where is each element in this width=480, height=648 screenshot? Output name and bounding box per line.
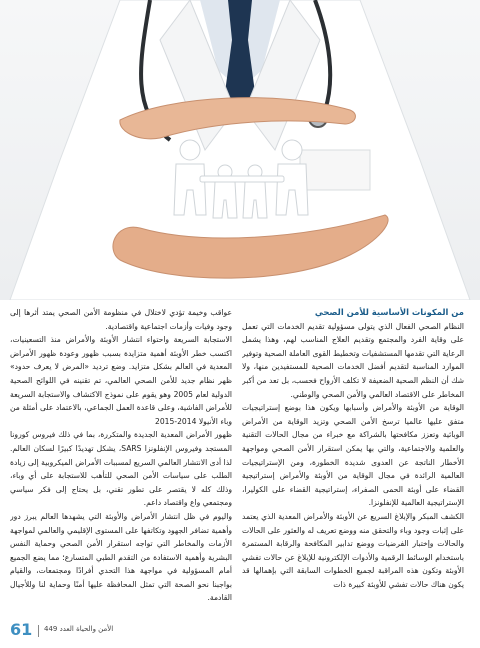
paragraph: الوقاية من الأوبئة والأمراض وأسبابها ويكون هذا بوضع إستراتيجيات متفق عليها عالميا ترسخ الأمن الصحي وتزيد الوقاية من الأمراض الوبائية وتعزز مكافحتها بالشراكة مع خبراء من مجال الحالات التقنية والعلمية والاجتماعية، والتي بها يمكن استقرار الأمن الصحي ومواجهة الأخطار الناتجة عن العدوى شديدة الخطورة، ومن الإستراتيجيات العالمية الرائدة في مجال الوقاية من الأوبئة والأمراض إستراتيجية القضاء على أوبئة الحمى الصفراء، إستراتيجية القضاء على الكوليرا، الإستراتيجية العالمية للإنفلونزا. bbox=[242, 403, 464, 508]
footer-divider bbox=[38, 625, 39, 637]
paragraph: الاستجابة السريعة واحتواء انتشار الأوبئة والأمراض منذ التسعينيات، اكتسب خطر الأوبئة أهمية متزايدة بسبب ظهور وعودة ظهور الأمراض المعدية في العالم بشكل متزايد. وضع ترديد «المرض لا يعرف حدود» ظهر نظام جديد للأمن الصحي العالمي، تم تقنينه في اللوائح الصحية الدولية لعام 2005 وهو يقوم على نموذج الاكتشاف والاستجابة السريعة للأمراض الفاشية، وعلى قاعدة العمل الجماعي، بالاعتماد على أمثلة من وباء الأنيولا 2014-2015 bbox=[10, 335, 232, 426]
issue-label: الأمن والحياة العدد 449 bbox=[44, 625, 114, 633]
doctor-hands-family-illustration bbox=[0, 0, 480, 300]
paragraph: ظهور الأمراض المعدية الجديدة والمتكررة، بما في ذلك فيروس كورونا المستجد وفيروس الإنفلونزا SARS، يشكل تهديدًا كبيرًا لسكان العالم. لذا أدى الانتشار العالمي السريع لمسببات الأمراض الميكروبية إلى زيادة الطلب على سياسات الأمن الصحي للتأهب للاستجابة على أي وباء، وذلك كله لا يقتصر على تطور تقني، بل يحتاج إلى فكر سياسي ومجتمعي واع واقتصاد داعم. bbox=[10, 430, 232, 508]
header-photo bbox=[0, 0, 480, 300]
paragraph: الكشف المبكر والإبلاغ السريع عن الأوبئة والأمراض المعدية الذي يعتمد على إثبات وجود وباء والتحقق منه ووضع تعريف له والعثور على الحالات والحالات وإختبار الفرضيات ووضع تدابير المكافحة والرقابة المستمرة باستخدام الوسائط الرقمية والأدوات الإلكترونية للإبلاغ عن حالات تفشي الأوبئة وتكون هذه المراقبة لجميع الخطوات السابقة التي بإهمالها قد يكون هناك حالات تفشي للأوبئة كبيرة ذات bbox=[242, 511, 464, 589]
paragraph: واليوم في ظل انتشار الأمراض والأوبئة التي يشهدها العالم يبرز دور وأهمية تضافر الجهود وتكاتفها على المستوى الإقليمي والعالمي لمواجهة الأزمات والمخاطر التي تواجه استقرار الأمن الصحي وحماية النفس البشرية وأهمية الاستفادة من التقدم الطبي المتسارع؛ مما يضع الجميع أمام المسؤولية في مواجهة هذا التحدي أفرادًا ومجتمعات، والقيام بواجبنا نحو الصحة التي تمثل المحافظة عليها أمنًا وحماية لنا وللأجيال القادمة. bbox=[10, 511, 232, 603]
page-footer bbox=[0, 620, 480, 648]
paragraph: النظام الصحي الفعال الذي يتولى مسؤولية تقديم الخدمات التي تعمل على وقاية الفرد والمجتمع وتقديم العلاج المناسب لهم، وهذا يشمل الرعاية التي تقدمها المستشفيات وتخطيط القوى العاملة الصحية وتوفير الموارد المناسبة لتقديم أفضل الخدمات الصحية للمستفيدين منها، ولا شك أن النظم الصحية الضعيفة لا تكلف الأرواح فحسب، بل تعد من أكبر المخاطر على الاقتصاد العالمي والأمن الصحي والوطني. bbox=[242, 321, 464, 399]
article-left-column bbox=[10, 306, 232, 606]
section-heading: من المكونات الأساسية للأمن الصحي bbox=[314, 307, 464, 317]
page-number: 61 bbox=[10, 620, 33, 639]
paragraph: عواقب وخيمة تؤدي لاختلال في منظومة الأمن الصحي يمتد أثرها إلى وجود وفيات وأزمات اجتماعية واقتصادية. bbox=[10, 308, 232, 331]
article-right-column bbox=[242, 306, 464, 606]
